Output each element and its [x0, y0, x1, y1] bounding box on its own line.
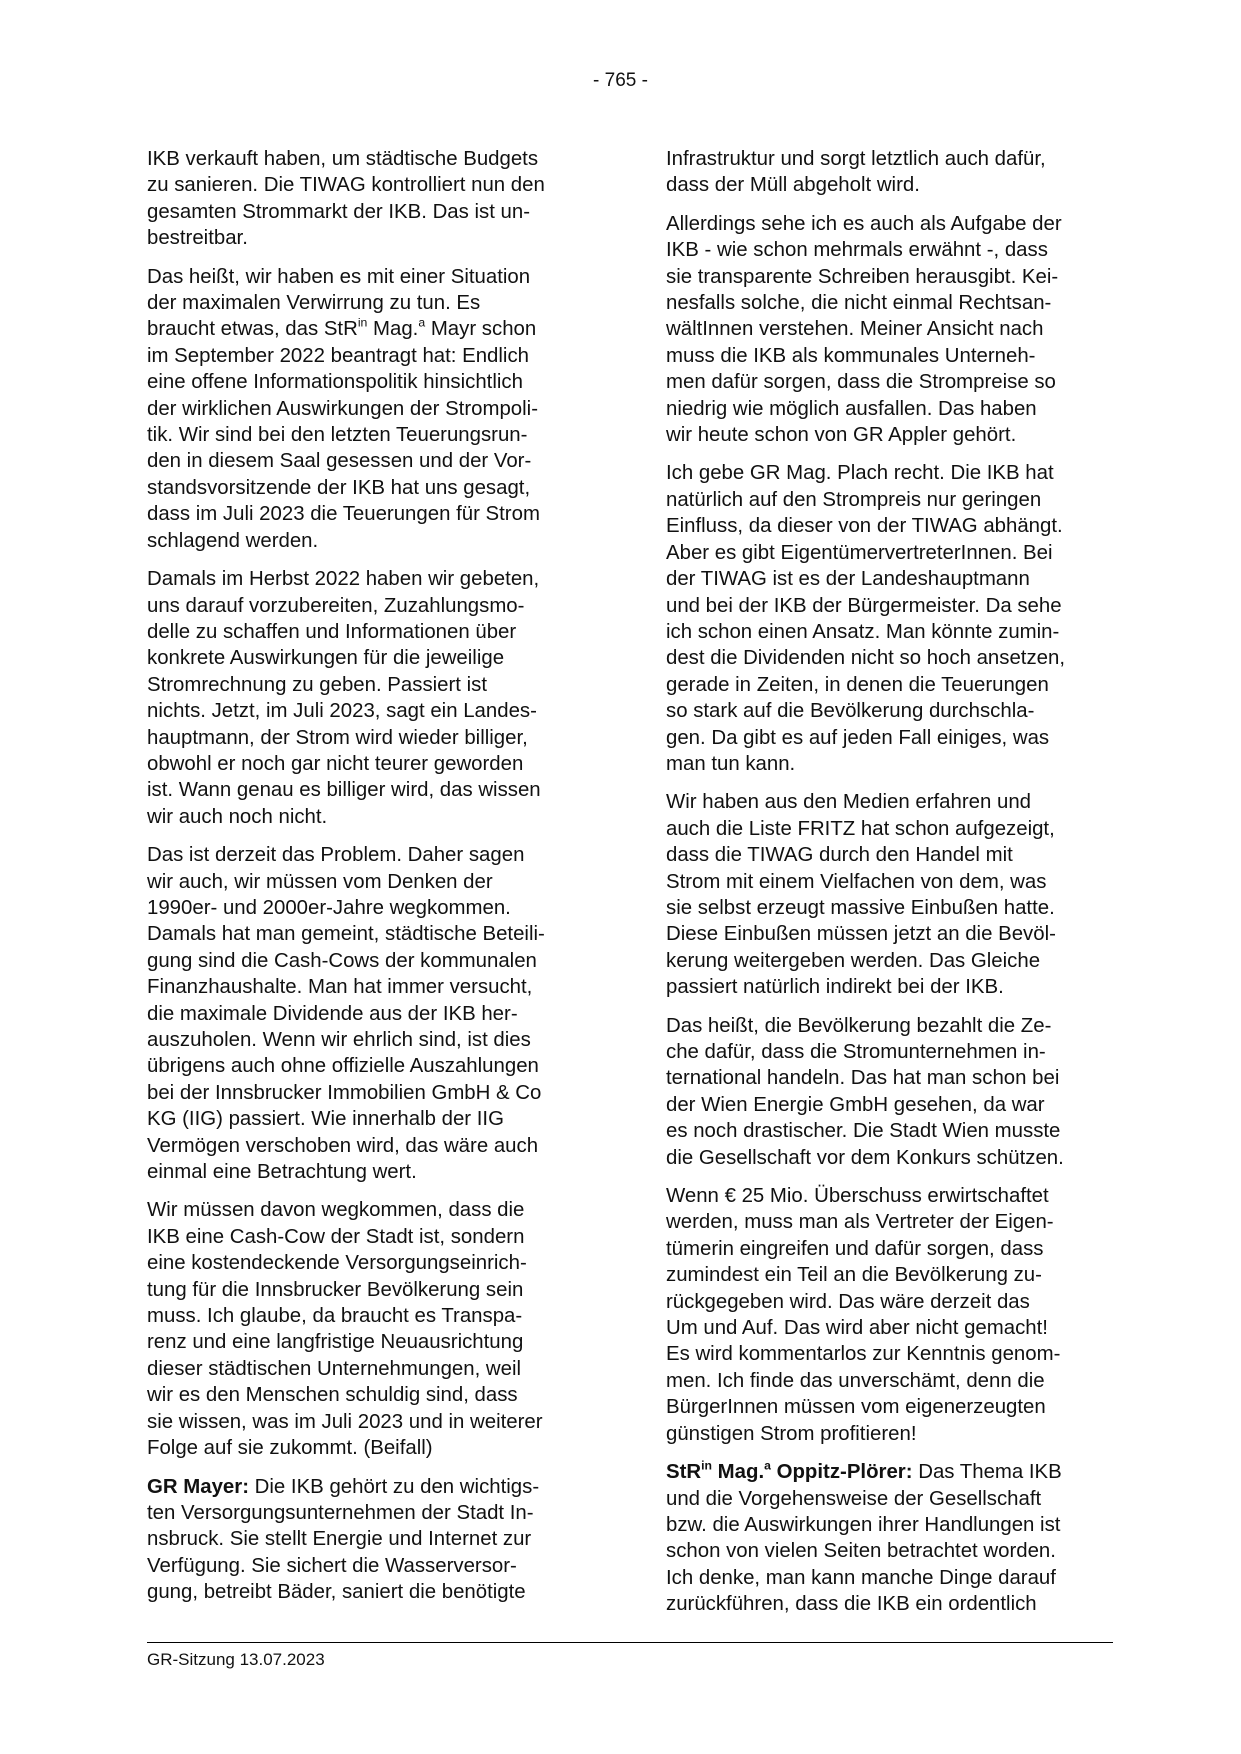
paragraph: [147, 146, 597, 252]
text-line: tik. Wir sind bei den letzten Teuerungsrun-: [147, 424, 528, 447]
text-line: 1990er- und 2000er-Jahre wegkommen.: [147, 896, 511, 919]
paragraph: [147, 842, 597, 1185]
right-column: [666, 146, 1116, 1630]
text-line: delle zu schaffen und Informationen über: [147, 620, 517, 643]
text-line: Aber es gibt EigentümervertreterInnen. Bei: [666, 541, 1053, 564]
superscript: a: [764, 1458, 771, 1473]
text-line: Wir haben aus den Medien erfahren und: [666, 791, 1032, 814]
text-line: sie transparente Schreiben herausgibt. Kei-: [666, 265, 1059, 288]
text-line: zurückführen, dass die IKB ein ordentlich: [666, 1593, 1037, 1616]
text-line: gung, betreibt Bäder, saniert die benötigte: [147, 1581, 526, 1604]
text-line: nesfalls solche, die nicht einmal Rechtsan-: [666, 292, 1052, 315]
text-line: zu sanieren. Die TIWAG kontrolliert nun den: [147, 174, 545, 197]
text-line: muss die IKB als kommunales Unterneh-: [666, 344, 1036, 367]
footer-divider: [147, 1642, 1113, 1643]
paragraph: [666, 1013, 1116, 1171]
text-line: wir heute schon von GR Appler gehört.: [666, 424, 1017, 447]
text-line: schon von vielen Seiten betrachtet worden.: [666, 1540, 1056, 1563]
text-line: Allerdings sehe ich es auch als Aufgabe der: [666, 212, 1062, 235]
text-line: auch die Liste FRITZ hat schon aufgezeigt,: [666, 817, 1055, 840]
text-line: Stromrechnung zu geben. Passiert ist: [147, 673, 488, 696]
text-line: und die Vorgehensweise der Gesellschaft: [666, 1487, 1042, 1510]
text-line: gung sind die Cash-Cows der kommunalen: [147, 949, 537, 972]
text-line: Wir müssen davon wegkommen, dass die: [147, 1199, 525, 1222]
text-line: der TIWAG ist es der Landeshauptmann: [666, 568, 1030, 591]
paragraph: [666, 1183, 1116, 1447]
text-line: im September 2022 beantragt hat: Endlich: [147, 344, 529, 367]
text-run: Oppitz-Plörer:: [770, 1461, 913, 1484]
text-line: Um und Auf. Das wird aber nicht gemacht!: [666, 1317, 1048, 1340]
text-line: hauptmann, der Strom wird wieder billiger,: [147, 726, 528, 749]
text-line: wir auch noch nicht.: [147, 805, 328, 828]
text-line: es noch drastischer. Die Stadt Wien musste: [666, 1120, 1061, 1143]
paragraph: [147, 566, 597, 830]
text-line: bei der Innsbrucker Immobilien GmbH & Co: [147, 1081, 542, 1104]
text-line: Es wird kommentarlos zur Kenntnis genom-: [666, 1343, 1061, 1366]
text-line: muss. Ich glaube, da braucht es Transpa-: [147, 1305, 523, 1328]
text-line: IKB eine Cash-Cow der Stadt ist, sondern: [147, 1225, 525, 1248]
text-line: Ich gebe GR Mag. Plach recht. Die IKB hat: [666, 462, 1054, 485]
text-line: [666, 1459, 1116, 1485]
text-line: wältInnen verstehen. Meiner Ansicht nach: [666, 318, 1044, 341]
text-line: Das heißt, die Bevölkerung bezahlt die Ze-: [666, 1014, 1052, 1037]
paragraph: [666, 460, 1116, 777]
text-run: Mag.: [712, 1461, 765, 1484]
text-line: Das ist derzeit das Problem. Daher sagen: [147, 844, 525, 867]
text-line: der wirklichen Auswirkungen der Strompoli-: [147, 397, 538, 420]
text-line: ten Versorgungsunternehmen der Stadt In-: [147, 1501, 534, 1524]
paragraph: [666, 789, 1116, 1000]
superscript: a: [418, 315, 426, 330]
text-line: kerung weitergeben werden. Das Gleiche: [666, 949, 1041, 972]
text-line: sie selbst erzeugt massive Einbußen hatte.: [666, 896, 1055, 919]
text-line: günstigen Strom profitieren!: [666, 1422, 917, 1445]
text-line: eine offene Informationspolitik hinsichtlich: [147, 371, 523, 394]
text-line: Einfluss, da dieser von der TIWAG abhängt.: [666, 515, 1063, 538]
text-line: BürgerInnen müssen vom eigenerzeugten: [666, 1396, 1046, 1419]
text-run: braucht etwas, das StR: [147, 318, 358, 341]
text-line: men. Ich finde das unverschämt, denn die: [666, 1369, 1045, 1392]
text-line: [147, 316, 597, 342]
text-run: Mag.: [367, 318, 419, 341]
paragraph: [666, 146, 1116, 199]
paragraph: [147, 1197, 597, 1461]
page-number: - 765 -: [593, 70, 648, 91]
text-line: uns darauf vorzubereiten, Zuzahlungsmo-: [147, 594, 525, 617]
text-line: auszuholen. Wenn wir ehrlich sind, ist dies: [147, 1029, 531, 1051]
text-line: übrigens auch ohne offizielle Auszahlungen: [147, 1055, 539, 1078]
text-line: KG (IIG) passiert. Wie innerhalb der IIG: [147, 1108, 504, 1131]
text-line: gen. Da gibt es auf jeden Fall einiges, was: [666, 726, 1050, 749]
text-line: bzw. die Auswirkungen ihrer Handlungen ist: [666, 1513, 1061, 1536]
text-line: Diese Einbußen müssen jetzt an die Bevöl-: [666, 923, 1056, 946]
paragraph: [666, 1459, 1116, 1617]
text-line: ist. Wann genau es billiger wird, das wissen: [147, 779, 541, 802]
text-line: Verfügung. Sie sichert die Wasserversor-: [147, 1554, 517, 1577]
text-line: renz und eine langfristige Neuausrichtung: [147, 1331, 524, 1354]
text-line: sie wissen, was im Juli 2023 und in weiterer: [147, 1410, 543, 1433]
text-line: passiert natürlich indirekt bei der IKB.: [666, 976, 1004, 999]
text-line: die maximale Dividende aus der IKB her-: [147, 1002, 518, 1025]
text-line: ternational handeln. Das hat man schon bei: [666, 1067, 1060, 1090]
text-line: nichts. Jetzt, im Juli 2023, sagt ein Landes-: [147, 700, 537, 723]
text-line: [147, 1474, 597, 1500]
text-line: Damals im Herbst 2022 haben wir gebeten,: [147, 568, 540, 591]
paragraph: [147, 1474, 597, 1606]
text-line: che dafür, dass die Stromunternehmen in-: [666, 1041, 1046, 1063]
text-line: und bei der IKB der Bürgermeister. Da sehe: [666, 594, 1062, 617]
text-line: standsvorsitzende der IKB hat uns gesagt,: [147, 476, 531, 499]
text-run: Die IKB gehört zu den wichtigs-: [248, 1475, 540, 1498]
text-line: men dafür sorgen, dass die Strompreise so: [666, 371, 1056, 394]
text-line: Ich denke, man kann manche Dinge darauf: [666, 1566, 1056, 1589]
text-line: den in diesem Saal gesessen und der Vor-: [147, 450, 532, 473]
text-run: Mayr schon: [425, 318, 537, 341]
text-line: rückgegeben wird. Das wäre derzeit das: [666, 1290, 1030, 1313]
text-line: der maximalen Verwirrung zu tun. Es: [147, 292, 481, 315]
text-line: gerade in Zeiten, in denen die Teuerungen: [666, 673, 1049, 696]
text-line: tung für die Innsbrucker Bevölkerung sein: [147, 1278, 524, 1301]
text-line: Wenn € 25 Mio. Überschuss erwirtschaftet: [666, 1185, 1049, 1208]
paragraph: [147, 264, 597, 554]
text-line: nsbruck. Sie stellt Energie und Internet zur: [147, 1528, 532, 1551]
text-run: Das Thema IKB: [912, 1461, 1062, 1484]
text-line: Infrastruktur und sorgt letztlich auch dafür,: [666, 148, 1046, 170]
text-line: Finanzhaushalte. Man hat immer versucht,: [147, 976, 533, 999]
text-line: einmal eine Betrachtung wert.: [147, 1161, 417, 1184]
text-line: tümerin eingreifen und dafür sorgen, dass: [666, 1237, 1044, 1260]
text-line: dieser städtischen Unternehmungen, weil: [147, 1357, 522, 1380]
text-line: natürlich auf den Strompreis nur geringen: [666, 488, 1042, 511]
text-line: eine kostendeckende Versorgungseinrich-: [147, 1252, 527, 1275]
text-line: Vermögen verschoben wird, das wäre auch: [147, 1134, 539, 1157]
superscript: in: [357, 315, 368, 330]
text-line: dass der Müll abgeholt wird.: [666, 174, 920, 197]
text-line: dass die TIWAG durch den Handel mit: [666, 844, 1013, 867]
speaker-name: [666, 1458, 913, 1484]
text-line: Damals hat man gemeint, städtische Beteili-: [147, 923, 545, 946]
text-run: StR: [666, 1461, 702, 1484]
paragraph: [666, 211, 1116, 449]
superscript: in: [701, 1458, 712, 1473]
text-line: IKB - wie schon mehrmals erwähnt -, dass: [666, 239, 1048, 262]
text-line: Das heißt, wir haben es mit einer Situation: [147, 265, 531, 288]
text-line: bestreitbar.: [147, 227, 248, 250]
text-line: Strom mit einem Vielfachen von dem, was: [666, 870, 1047, 893]
text-line: Folge auf sie zukommt. (Beifall): [147, 1437, 433, 1460]
text-line: die Gesellschaft vor dem Konkurs schützen.: [666, 1146, 1064, 1169]
text-line: dass im Juli 2023 die Teuerungen für Strom: [147, 503, 540, 526]
text-line: gesamten Strommarkt der IKB. Das ist un-: [147, 200, 531, 223]
text-line: ich schon einen Ansatz. Man könnte zumin-: [666, 620, 1060, 643]
text-line: der Wien Energie GmbH gesehen, da war: [666, 1093, 1045, 1116]
footer-session-date: GR-Sitzung 13.07.2023: [147, 1650, 325, 1669]
text-line: IKB verkauft haben, um städtische Budgets: [147, 148, 539, 170]
text-line: wir auch, wir müssen vom Denken der: [147, 870, 493, 893]
text-line: konkrete Auswirkungen für die jeweilige: [147, 647, 505, 670]
text-line: schlagend werden.: [147, 529, 319, 552]
text-line: man tun kann.: [666, 752, 796, 775]
speaker-name: GR Mayer:: [147, 1475, 249, 1498]
left-column: [147, 146, 597, 1618]
text-line: wir es den Menschen schuldig sind, dass: [147, 1384, 518, 1407]
text-line: so stark auf die Bevölkerung durchschla-: [666, 700, 1035, 723]
text-line: niedrig wie möglich ausfallen. Das haben: [666, 397, 1037, 420]
text-line: dest die Dividenden nicht so hoch ansetzen,: [666, 647, 1066, 670]
text-line: zumindest ein Teil an die Bevölkerung zu-: [666, 1264, 1042, 1287]
text-line: werden, muss man als Vertreter der Eigen-: [666, 1211, 1054, 1234]
text-line: obwohl er noch gar nicht teurer geworden: [147, 752, 524, 775]
